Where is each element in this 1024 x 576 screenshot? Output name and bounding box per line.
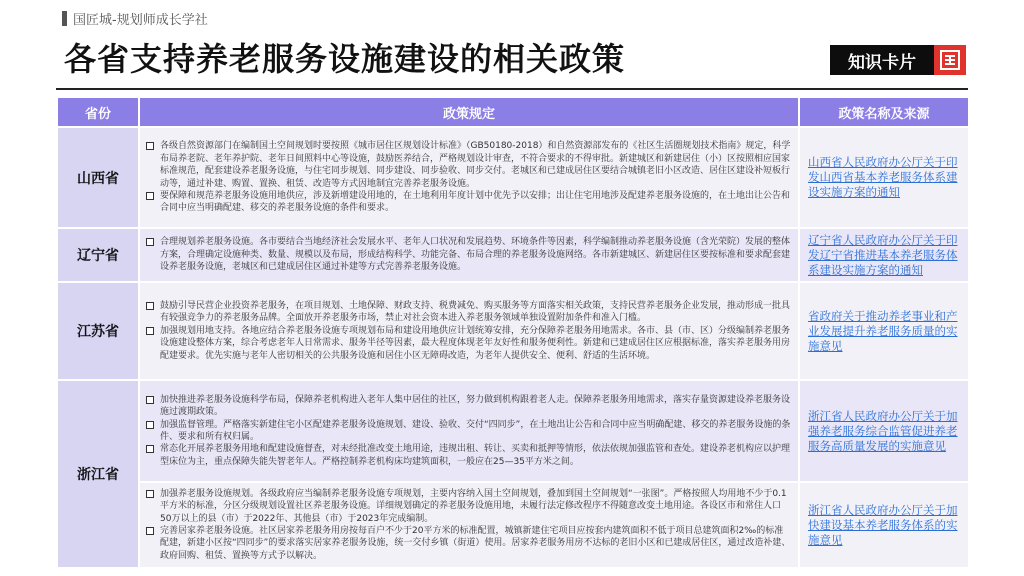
table-row bbox=[58, 381, 968, 481]
table-row bbox=[58, 229, 968, 281]
source-cell bbox=[800, 483, 968, 567]
source-cell bbox=[800, 283, 968, 379]
source-cell bbox=[800, 381, 968, 481]
source-link[interactable]: 省政府关于推动养老事业和产业发展提升养老服务质量的实施意见 bbox=[808, 308, 958, 353]
header-policy: 政策规定 bbox=[140, 98, 798, 126]
province-cell: 辽宁省 bbox=[58, 229, 138, 281]
province-cell: 浙江省 bbox=[58, 381, 138, 567]
badge-label: 知识卡片 bbox=[830, 45, 934, 75]
policy-item: 常态化开展养老服务用地和配建设施督查，对未经批准改变土地用途，违规出租、转让、买卖和抵押等情形，依法依规加强监管和查处。建设养老机构应以护理型床位为主，重点保障失能失智老年人。严格控制养老机构床均建筑面积，一般应在25—35平方米之间。 bbox=[144, 443, 792, 468]
source-link[interactable]: 辽宁省人民政府办公厅关于印发辽宁省推进基本养老服务体系建设实施方案的通知 bbox=[808, 232, 958, 277]
policy-item: 加强规划用地支持。各地应结合养老服务设施专项规划布局和建设用地供应计划统筹安排，充分保障养老服务用地需求。各市、县（市、区）分级编制养老服务设施建设整体方案，综合考虑老年人日常需求、服务半径等因素，最大程度体现老年友好性和服务便利性。新建和已建成居住区应根据标准，落实养老服务用房配建要求。优先实施与老年人密切相关的公共服务设施和居住小区无障碍改造，为老年人提供安全、便利、舒适的生活环境。 bbox=[144, 325, 792, 362]
knowledge-card-badge bbox=[830, 45, 966, 75]
source-link[interactable]: 山西省人民政府办公厅关于印发山西省基本养老服务体系建设实施方案的通知 bbox=[808, 155, 958, 199]
province-cell: 山西省 bbox=[58, 128, 138, 227]
policy-table bbox=[56, 96, 970, 569]
brand-text: 国匠城-规划师成长学社 bbox=[73, 12, 208, 28]
policy-item: 加强监督管理。严格落实新建住宅小区配建养老服务设施规划、建设、验收、交付“四同步”，在土地出让公告和合同中应当明确配建、移交的养老服务设施的条件、要求和所有权归属。 bbox=[144, 419, 792, 444]
source-cell bbox=[800, 128, 968, 227]
policy-item: 鼓励引导民营企业投资养老服务，在项目规划、土地保障、财政支持、税费减免、购买服务等方面落实相关政策，支持民营养老服务企业发展，推动形成一批具有较强竞争力的养老服务品牌。全面放开养老服务市场，禁止对社会资本进入养老服务领域单独设置附加条件和准入门槛。 bbox=[144, 300, 792, 325]
policy-item: 完善居家养老服务设施。社区居家养老服务用房按每百户不少于20平方米的标准配置，城镇新建住宅项目应按套内建筑面积不低于项目总建筑面积2‰的标准配建，新建小区按“四同步”的要求落实居家养老服务设施，统一交付乡镇（街道）使用。居家养老服务用房不达标的老旧小区和已建成居住区，通过改造补建、政府回购、租赁、置换等方式予以解决。 bbox=[144, 525, 792, 562]
policy-cell bbox=[140, 128, 798, 227]
header-source: 政策名称及来源 bbox=[800, 98, 968, 126]
policy-cell bbox=[140, 229, 798, 281]
brand bbox=[62, 9, 208, 27]
brand-bar-icon bbox=[62, 11, 67, 26]
header-province: 省份 bbox=[58, 98, 138, 126]
policy-cell bbox=[140, 381, 798, 481]
table-row bbox=[58, 283, 968, 379]
province-cell: 江苏省 bbox=[58, 283, 138, 379]
policy-item: 加快推进养老服务设施科学布局，保障养老机构进入老年人集中居住的社区，努力做到机构跟着老人走。保障养老服务用地需求，落实存量资源建设养老服务设施过渡期政策。 bbox=[144, 394, 792, 419]
table-row bbox=[58, 128, 968, 227]
policy-cell bbox=[140, 483, 798, 567]
guojiangcheng-logo-icon bbox=[934, 45, 966, 75]
title-divider bbox=[56, 88, 968, 90]
table-row bbox=[58, 483, 968, 567]
source-link[interactable]: 浙江省人民政府办公厅关于加强养老服务综合监管促进养老服务高质量发展的实施意见 bbox=[808, 408, 958, 453]
source-cell bbox=[800, 229, 968, 281]
policy-item: 合理规划养老服务设施。各市要结合当地经济社会发展水平、老年人口状况和发展趋势、环境条件等因素，科学编制推动养老服务设施（含光荣院）发展的整体方案，合理确定设施种类、数量、规模以及布局，形成结构科学、功能完备、布局合理的养老服务设施网络。各市新建城区、新建居住区要按标准和要求配套建设养老服务设施，老城区和已建成居住区通过补建等方式完善养老服务设施。 bbox=[144, 236, 792, 273]
source-link[interactable]: 浙江省人民政府办公厅关于加快建设基本养老服务体系的实施意见 bbox=[808, 502, 958, 547]
table-header-row bbox=[58, 98, 968, 126]
policy-cell bbox=[140, 283, 798, 379]
page-title: 各省支持养老服务设施建设的相关政策 bbox=[64, 40, 626, 78]
policy-item: 加强养老服务设施规划。各级政府应当编制养老服务设施专项规划，主要内容纳入国土空间规划，叠加到国土空间规划“一张图”。严格按照人均用地不少于0.1平方米的标准，分区分级规划设置社区养老服务设施。详细规划确定的养老服务设施用地，未履行法定修改程序不得随意改变土地用途。各设区市和常住人口50万以上的县（市）于2022年、其他县（市）于2023年完成编制。 bbox=[144, 488, 792, 525]
policy-item: 要保障和规范养老服务设施用地供应，涉及新增建设用地的，在土地利用年度计划中优先予以安排；出让住宅用地涉及配建养老服务设施的，在土地出让公告和合同中应当明确配建、移交的养老服务设施的条件和要求。 bbox=[144, 190, 792, 215]
policy-item: 各级自然资源部门在编制国土空间规划时要按照《城市居住区规划设计标准》（GB50180-2018）和自然资源部发布的《社区生活圈规划技术指南》规定，科学布局养老院、老年养护院、老年日间照料中心等设施，鼓励医养结合，严格规划设计审查，不符合要求的不得审批。新建城区和新建居住（小）区按照相应国家标准规范，配套建设养老服务设施，与住宅同步规划、同步建设、同步验收、同步交付。老城区和已建成居住区要结合城镇老旧小区改造、居住区建设补短板行动等，通过补建、购置、置换、租赁、改造等方式因地制宜完善养老服务设施。 bbox=[144, 140, 792, 190]
